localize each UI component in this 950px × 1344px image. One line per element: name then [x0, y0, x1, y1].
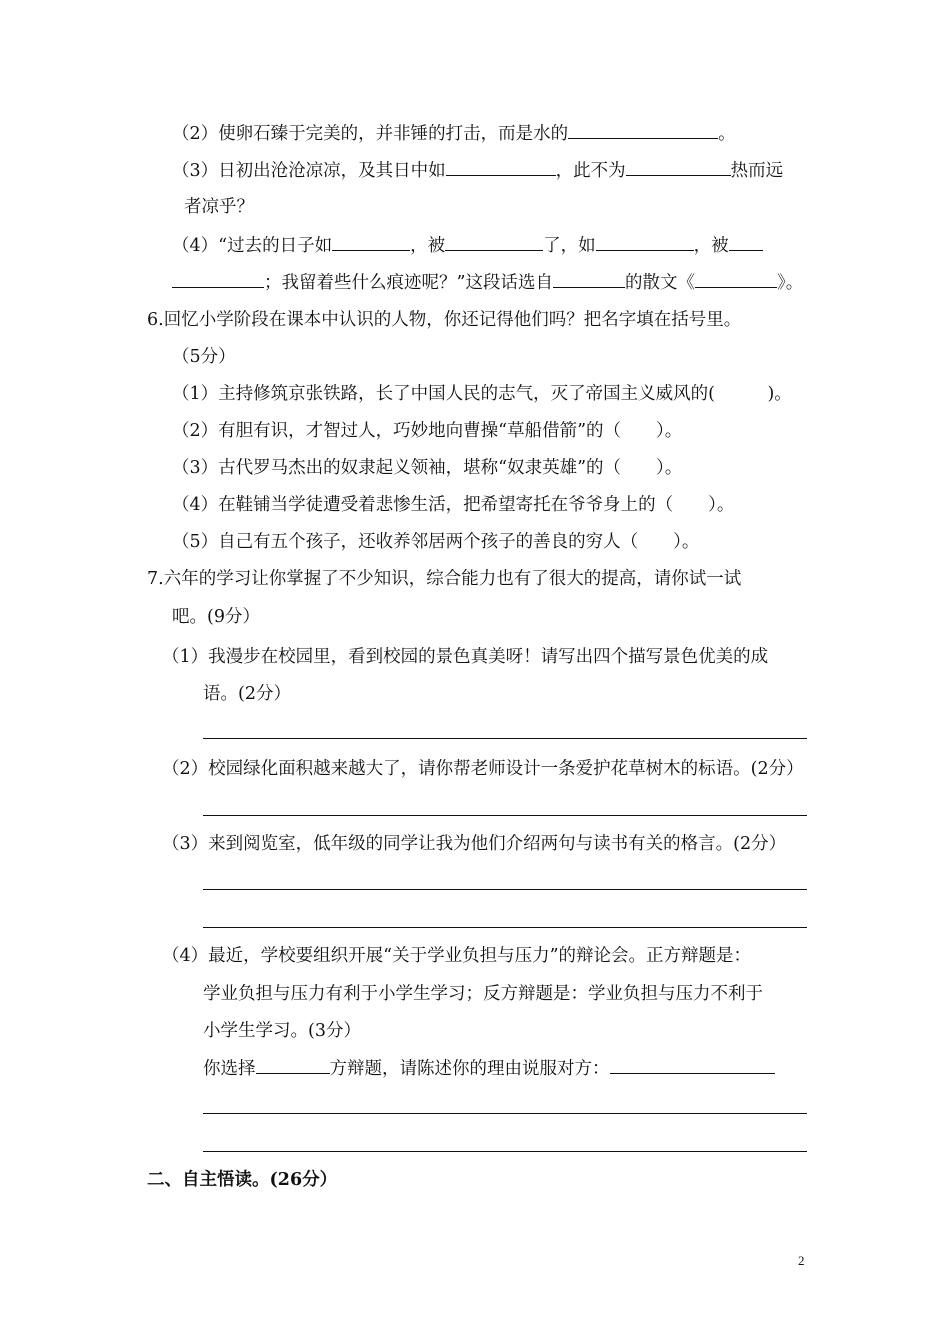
q7-sub-3: （3）来到阅览室，低年级的同学让我为他们介绍两句与读书有关的格言。(2分）	[162, 834, 787, 854]
section-2-heading: 二、自主悟读。(26分）	[147, 1170, 338, 1190]
answer-blank[interactable]	[332, 233, 410, 251]
answer-blank[interactable]	[596, 233, 694, 251]
answer-line[interactable]	[203, 1151, 807, 1152]
q7-sub-1: （1）我漫步在校园里，看到校园的景色真美呀！请写出四个描写景色优美的成	[162, 647, 769, 667]
q5-item-3: （3）日初出沧沧凉凉，及其日中如 ，此不为 热而远	[172, 158, 783, 183]
q7-sub-4-line-4: 你选择 方辩题，请陈述你的理由说服对方：	[203, 1056, 775, 1081]
q7-title-cont: 吧。(9分）	[172, 607, 260, 627]
q7-sub-1-cont: 语。(2分）	[203, 684, 291, 704]
answer-blank[interactable]	[172, 270, 264, 288]
answer-blank[interactable]	[626, 158, 731, 176]
q5-item-4-cont: ；我留着些什么痕迹呢？”这段话选自 的散文《 》。	[172, 270, 803, 295]
answer-line[interactable]	[203, 1113, 807, 1114]
answer-line[interactable]	[203, 815, 807, 816]
q6-item-5: （5）自己有五个孩子，还收养邻居两个孩子的善良的穷人（ ）。	[172, 532, 700, 552]
q7-sub-4-line-3: 小学生学习。(3分）	[203, 1021, 361, 1041]
answer-line[interactable]	[203, 738, 807, 739]
answer-blank[interactable]	[729, 233, 763, 251]
q5-item-3-cont: 者凉乎？	[184, 197, 254, 217]
q6-score: （5分）	[172, 347, 236, 367]
answer-line[interactable]	[203, 889, 807, 890]
answer-blank[interactable]	[446, 158, 556, 176]
q6-title: 6.回忆小学阶段在课本中认识的人物，你还记得他们吗？把名字填在括号里。	[147, 310, 742, 330]
answer-line[interactable]	[203, 927, 807, 928]
answer-blank[interactable]	[610, 1056, 775, 1074]
q7-sub-4: （4）最近，学校要组织开展“关于学业负担与压力”的辩论会。正方辩题是：	[162, 946, 752, 966]
answer-blank[interactable]	[553, 270, 625, 288]
q5-item-2: （2）使卵石臻于完美的，并非锤的打击，而是水的 。	[172, 121, 736, 146]
q7-title: 7.六年的学习让你掌握了不少知识，综合能力也有了很大的提高，请你试一试	[147, 569, 742, 589]
q5-item-4: （4）“过去的日子如 ，被 了，如 ，被	[172, 233, 763, 258]
q6-item-4: （4）在鞋铺当学徒遭受着悲惨生活，把希望寄托在爷爷身上的（ ）。	[172, 495, 735, 515]
q6-item-3: （3）古代罗马杰出的奴隶起义领袖，堪称“奴隶英雄”的（ ）。	[172, 458, 683, 478]
answer-blank[interactable]	[445, 233, 543, 251]
answer-blank[interactable]	[695, 270, 777, 288]
q6-item-2: （2）有胆有识，才智过人，巧妙地向曹操“草船借箭”的（ ）。	[172, 421, 683, 441]
answer-blank[interactable]	[256, 1056, 330, 1074]
page-number: 2	[798, 1253, 805, 1268]
answer-blank[interactable]	[568, 121, 718, 139]
q7-sub-4-line-2: 学业负担与压力有利于小学生学习；反方辩题是：学业负担与压力不利于	[203, 984, 763, 1004]
q6-item-1: （1）主持修筑京张铁路，长了中国人民的志气，灭了帝国主义威风的( )。	[172, 384, 792, 404]
q7-sub-2: （2）校园绿化面积越来越大了，请你帮老师设计一条爱护花草树木的标语。(2分）	[162, 759, 804, 779]
